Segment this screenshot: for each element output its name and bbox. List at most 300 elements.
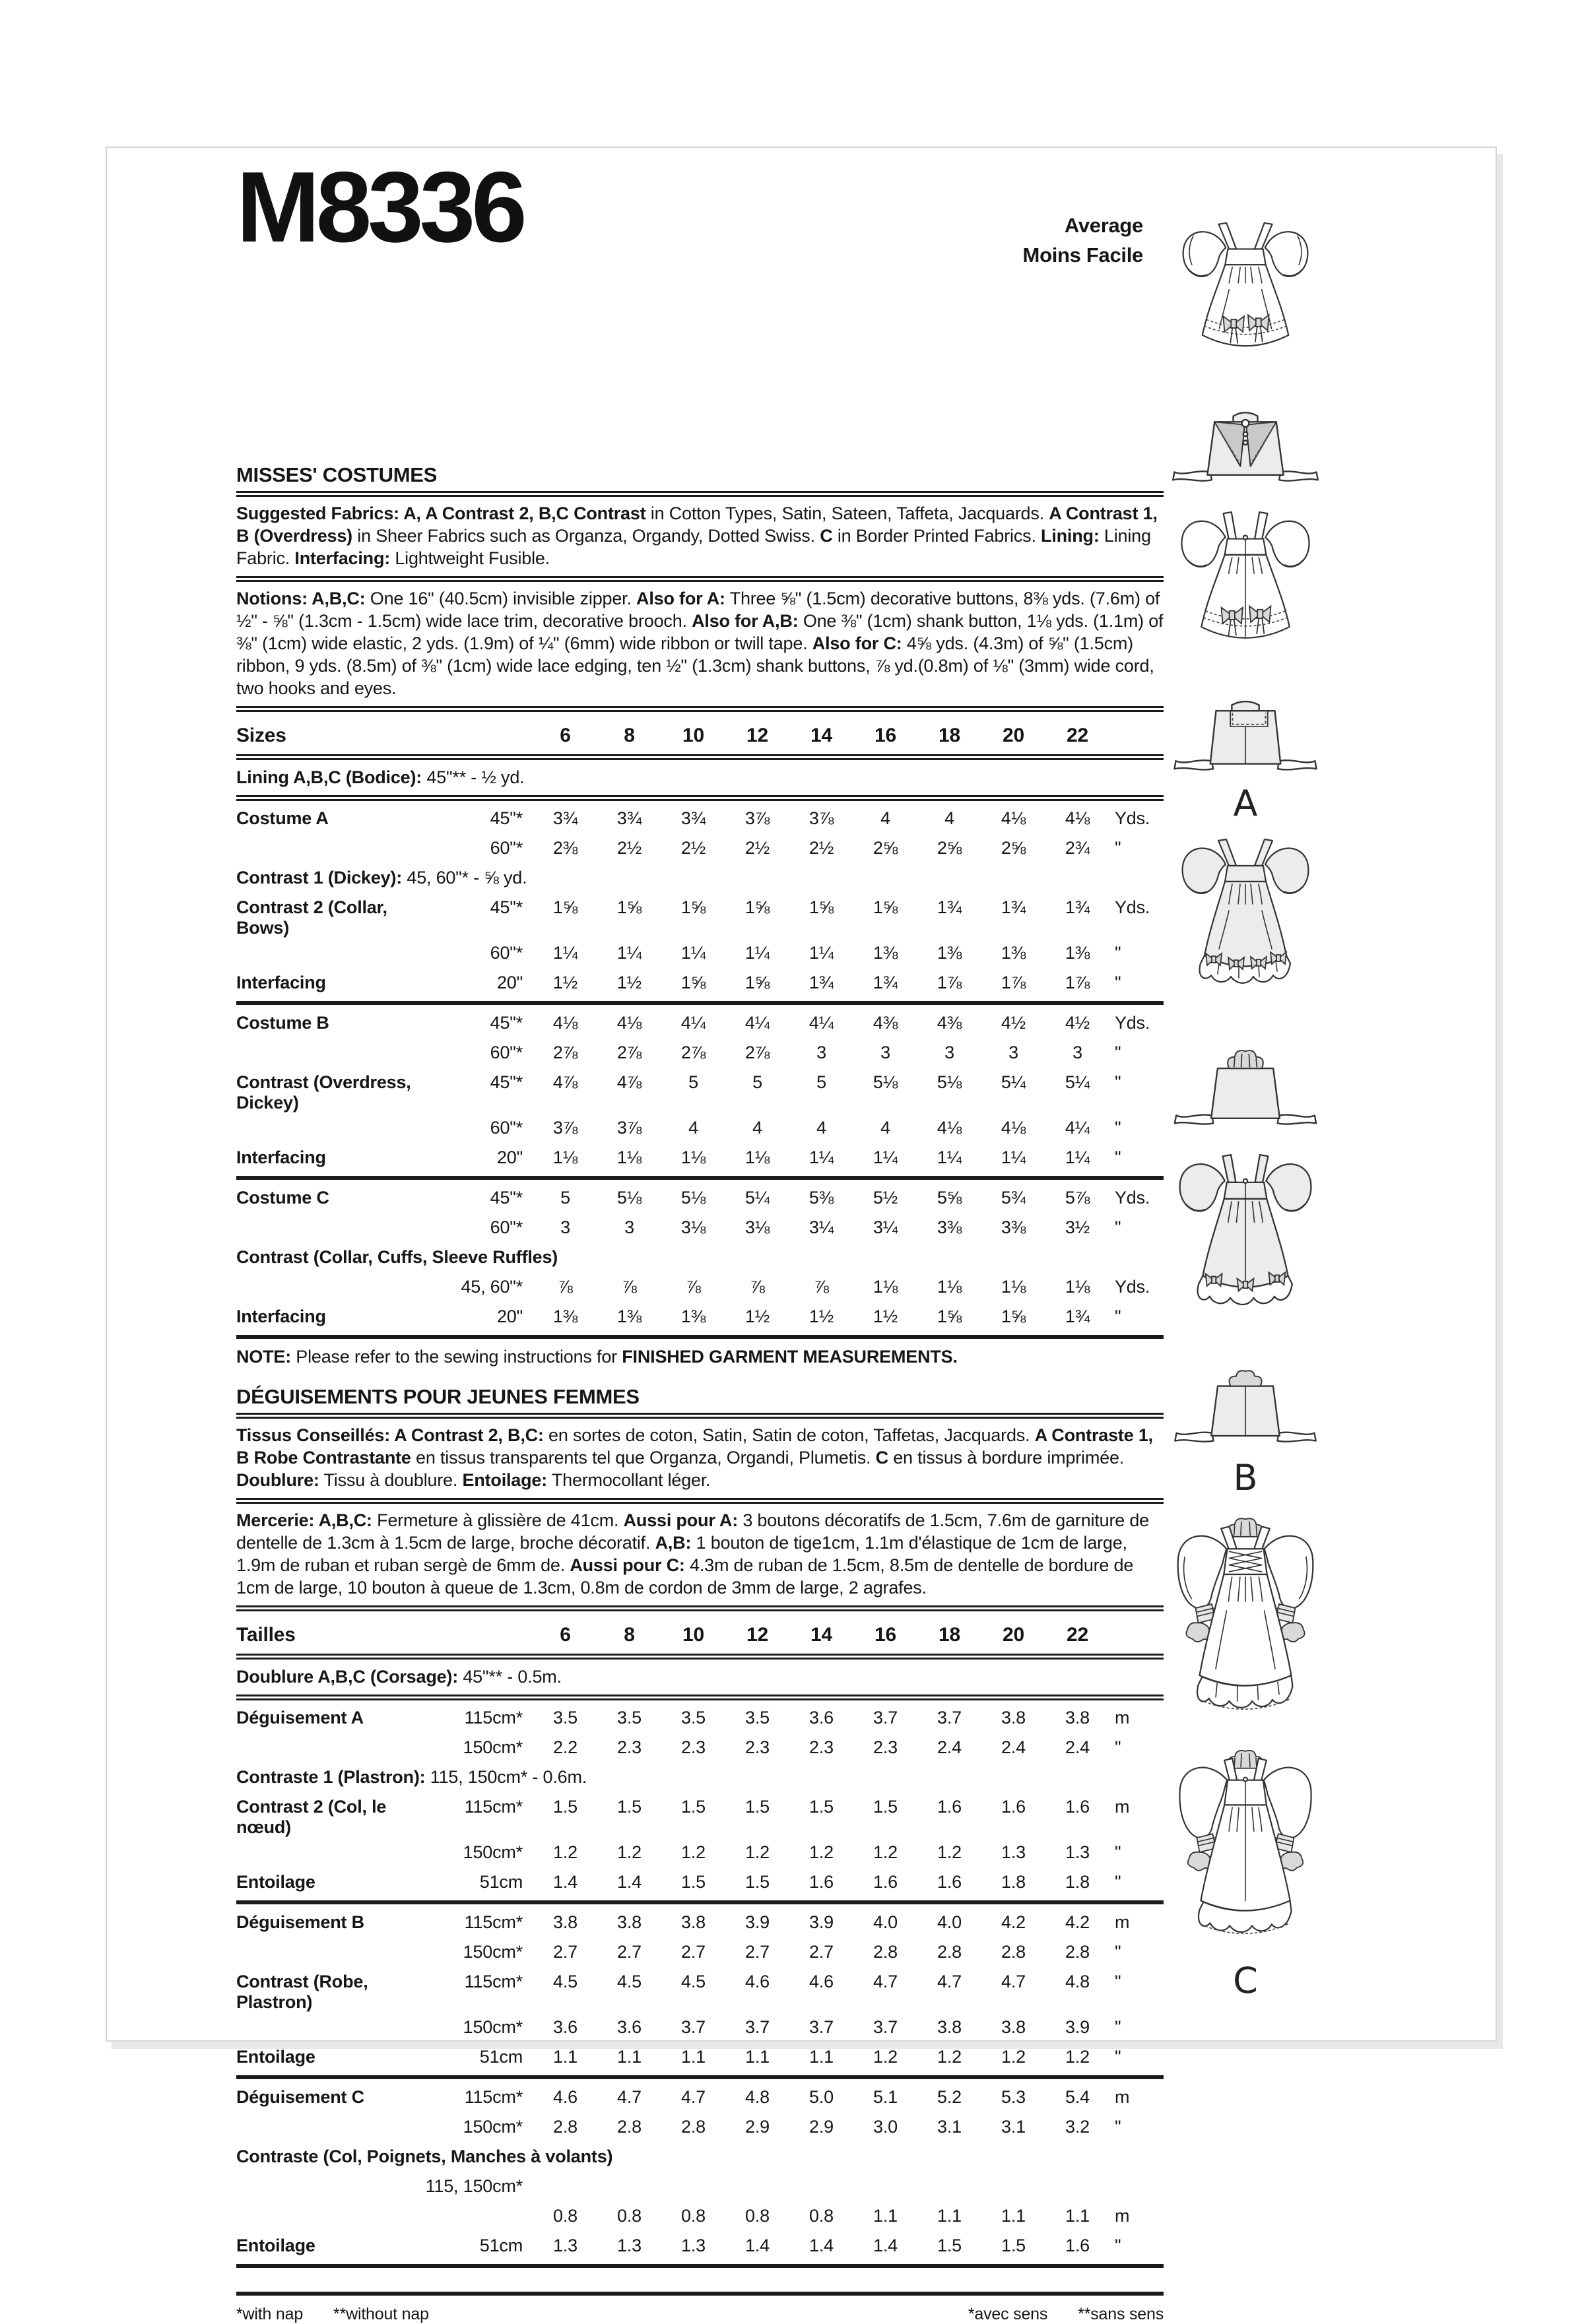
- table-cell: 3.0: [873, 2117, 898, 2137]
- view-c-label: C: [1233, 1960, 1258, 2001]
- table-cell: 1¾: [937, 897, 962, 917]
- table-cell: 150cm*: [463, 2017, 523, 2037]
- table-cell: 1⅝: [808, 897, 834, 917]
- table-cell: 1.5: [745, 1872, 770, 1892]
- table-row: [236, 1838, 1164, 1867]
- table-cell: Yds.: [1115, 1013, 1150, 1033]
- table-cell: 1¼: [744, 943, 770, 963]
- table-cell: ": [1115, 2047, 1121, 2067]
- suggested-fabrics-paragraph: Suggested Fabrics: A, A Contrast 2, B,C Contrast in Cotton Types, Satin, Sateen, Taffeta, Jacquards. A Contrast 1, B (Overdress) in Sheer Fabrics such as Organza, Organdy, Dotted Swiss. C in Border Printed Fabrics. Lining: Lining Fabric. Interfacing: Lightweight Fusible.: [236, 503, 1158, 568]
- table-cell: 1¼: [873, 1147, 898, 1167]
- table-rule: [236, 795, 1164, 801]
- table-cell: 45"*: [490, 1072, 523, 1092]
- table-cell: m: [1115, 1708, 1130, 1727]
- table-cell: 1.1: [1001, 2206, 1026, 2226]
- table-cell: ": [1115, 1872, 1121, 1892]
- table-cell: 1.4: [809, 2236, 834, 2255]
- table-cell: 1.1: [745, 2047, 770, 2067]
- table-cell: 2.3: [809, 1737, 834, 1757]
- table-cell: 4: [880, 1118, 890, 1138]
- table-cell: [236, 1749, 434, 1753]
- table-cell: 1.5: [553, 1797, 578, 1817]
- table-rule: [236, 1900, 1164, 1904]
- table-cell: 2.7: [745, 1942, 770, 1962]
- table-cell: 3.7: [873, 1708, 898, 1727]
- table-cell: 1⅝: [1001, 1307, 1026, 1326]
- pattern-number: M8336: [236, 151, 523, 263]
- table-cell: 1⅜: [552, 1307, 578, 1326]
- table-cell: 115cm*: [464, 1912, 523, 1932]
- table-cell: 1½: [808, 1307, 834, 1326]
- table-cell: ": [1115, 1217, 1121, 1237]
- difficulty-french: Moins Facile: [1022, 243, 1143, 267]
- table-rule: [236, 1605, 1164, 1611]
- table-cell: 3¼: [873, 1217, 898, 1237]
- table-cell: 60"*: [490, 1043, 523, 1062]
- section-divider: [236, 491, 1164, 497]
- table-cell: 115cm*: [464, 1708, 523, 1727]
- table-cell: 2.7: [809, 1942, 834, 1962]
- table-cell: 2½: [616, 838, 642, 858]
- table-cell: 2.7: [553, 1942, 578, 1962]
- table-row: [236, 938, 1164, 968]
- table-cell: Contrast (Robe, Plastron): [236, 1972, 368, 2012]
- table-cell: 2⅝: [1001, 838, 1026, 858]
- table-cell: 2.8: [873, 1942, 898, 1962]
- table-cell: [434, 2217, 533, 2222]
- yardage-table-metric: [236, 1605, 1164, 2296]
- table-cell: 3½: [1065, 1217, 1090, 1237]
- table-cell: 4.7: [617, 2087, 642, 2107]
- table-rule: [236, 2264, 1164, 2268]
- view-b-label: B: [1233, 1457, 1258, 1499]
- table-cell: 2.9: [809, 2117, 834, 2137]
- table-cell: 4.7: [873, 1972, 898, 1991]
- table-row: [236, 1733, 1164, 1762]
- table-cell: 3¼: [808, 1217, 834, 1237]
- table-row: [236, 804, 1164, 833]
- table-row: [236, 1867, 1164, 1897]
- table-cell: 3.8: [681, 1912, 706, 1932]
- table-row: [236, 2042, 1164, 2072]
- table-row: [236, 1143, 1164, 1173]
- table-rule: [236, 1695, 1164, 1700]
- table-cell: 4⅛: [1001, 1118, 1026, 1138]
- table-cell: 3⅞: [744, 808, 770, 828]
- table-cell: 3.7: [745, 2017, 770, 2037]
- table-cell: Costume C: [236, 1188, 329, 1208]
- table-cell: [236, 954, 434, 959]
- table-cell: 4.5: [553, 1972, 578, 1991]
- table-cell: 1⅜: [680, 1307, 706, 1326]
- table-cell: 45, 60"*: [461, 1277, 523, 1297]
- costume-c-back-illustration: [1163, 1745, 1328, 1954]
- table-cell: 4.5: [617, 1972, 642, 1991]
- table-cell: 1.6: [1065, 1797, 1090, 1817]
- table-cell: 2.9: [745, 2117, 770, 2137]
- footnote-french: *avec sens **sans sens: [968, 2305, 1164, 2323]
- difficulty-rating: [866, 211, 1143, 271]
- table-cell: 14: [810, 1623, 832, 1646]
- dickey-b-back-illustration: [1163, 1362, 1328, 1454]
- table-cell: ": [1115, 1942, 1121, 1962]
- table-cell: 1.5: [681, 1797, 706, 1817]
- table-cell: 2.7: [681, 1942, 706, 1962]
- table-cell: ": [1115, 1043, 1121, 1062]
- table-cell: m: [1115, 2206, 1130, 2226]
- table-cell: 4¼: [1065, 1118, 1090, 1138]
- text-column: [236, 309, 1164, 2324]
- table-cell: 1.5: [681, 1872, 706, 1892]
- table-cell: 2½: [744, 838, 770, 858]
- table-row: [236, 2013, 1164, 2042]
- table-cell: 1.2: [681, 1842, 706, 1862]
- table-cell: 1⅝: [552, 897, 578, 917]
- table-cell: 3.7: [937, 1708, 962, 1727]
- table-cell: Costume A: [236, 808, 329, 828]
- dickey-b-front-illustration: [1163, 1041, 1328, 1138]
- table-cell: 60"*: [490, 1217, 523, 1237]
- table-cell: 4¼: [744, 1013, 770, 1033]
- table-cell: 2.8: [1065, 1942, 1090, 1962]
- nap-footnotes: [236, 2305, 1164, 2324]
- table-cell: 4⅜: [937, 1013, 962, 1033]
- table-cell: [236, 1854, 434, 1858]
- tissus-conseilles-paragraph: Tissus Conseillés: A Contrast 2, B,C: en sortes de coton, Satin, Satin de coton, Taffetas, Jacquards. A Contraste 1, B Robe Contrastante en tissus transparents tel que Organza, Organdi, Plumetis. C en tissus à bordure imprimée. Doublure: Tissu à doublure. Entoilage: Thermocollant léger.: [236, 1425, 1153, 1490]
- table-cell: 20: [1003, 1623, 1024, 1646]
- table-cell: 1⅝: [937, 1307, 962, 1326]
- difficulty-english: Average: [1064, 214, 1143, 237]
- table-cell: 5: [752, 1072, 762, 1092]
- table-cell: 4¼: [680, 1013, 706, 1033]
- table-span-cell: Contraste 1 (Plastron): 115, 150cm* - 0.6m.: [236, 1767, 587, 1787]
- table-cell: 3.9: [809, 1912, 834, 1932]
- table-cell: 1.1: [681, 2047, 706, 2067]
- table-cell: ": [1115, 1972, 1121, 1991]
- table-cell: 1.1: [1065, 2206, 1090, 2226]
- table-cell: ": [1115, 973, 1121, 992]
- table-cell: 1.6: [1065, 2236, 1090, 2255]
- table-cell: Yds.: [1115, 1277, 1150, 1297]
- table-cell: 2.8: [1001, 1942, 1026, 1962]
- table-cell: 1.2: [937, 2047, 962, 2067]
- table-cell: 4.8: [1065, 1972, 1090, 1991]
- table-cell: [434, 1630, 533, 1635]
- table-cell: 4.7: [937, 1972, 962, 1991]
- table-cell: 4.2: [1001, 1912, 1026, 1932]
- table-cell: 1.1: [617, 2047, 642, 2067]
- table-row: [236, 1908, 1164, 1937]
- table-cell: 4⅞: [616, 1072, 642, 1092]
- table-cell: 2.4: [937, 1737, 962, 1757]
- table-cell: 3: [944, 1043, 954, 1062]
- table-cell: 3: [880, 1043, 890, 1062]
- table-cell: 5⅛: [616, 1188, 642, 1208]
- table-row: [236, 863, 1164, 893]
- table-cell: 3.7: [681, 2017, 706, 2037]
- table-row: [236, 1213, 1164, 1243]
- table-cell: 5⅞: [1065, 1188, 1090, 1208]
- table-cell: Entoilage: [236, 1872, 315, 1892]
- table-cell: 1.5: [617, 1797, 642, 1817]
- table-cell: 2.8: [617, 2117, 642, 2137]
- table-cell: [1109, 731, 1164, 736]
- table-cell: 2⅞: [616, 1043, 642, 1062]
- table-row: [236, 833, 1164, 863]
- table-cell: 2⅝: [937, 838, 962, 858]
- envelope-page: [106, 146, 1497, 2323]
- table-cell: 1.6: [873, 1872, 898, 1892]
- table-cell: 5¼: [744, 1188, 770, 1208]
- table-cell: 1⅛: [616, 1147, 642, 1167]
- table-cell: 150cm*: [463, 1942, 523, 1962]
- table-row: [236, 2172, 1164, 2201]
- table-cell: 3.7: [873, 2017, 898, 2037]
- table-cell: 3.8: [553, 1912, 578, 1932]
- table-cell: 3¾: [680, 808, 706, 828]
- table-rule: [236, 2292, 1164, 2296]
- table-cell: 1.4: [617, 1872, 642, 1892]
- table-cell: [236, 1953, 434, 1958]
- table-cell: ": [1115, 1072, 1121, 1092]
- table-cell: [236, 2128, 434, 2133]
- table-row: [236, 1183, 1164, 1213]
- table-cell: 5.1: [873, 2087, 898, 2107]
- table-rule: [236, 1335, 1164, 1339]
- table-cell: 2⅜: [552, 838, 578, 858]
- costume-b-back-illustration: [1163, 1147, 1328, 1355]
- table-cell: 1¼: [680, 943, 706, 963]
- table-row: [236, 1038, 1164, 1068]
- table-cell: 22: [1067, 724, 1088, 746]
- table-cell: 1⅛: [552, 1147, 578, 1167]
- table-cell: 3⅛: [680, 1217, 706, 1237]
- table-cell: ": [1115, 1737, 1121, 1757]
- yardage-table-imperial: [236, 706, 1164, 1339]
- table-cell: 1.1: [809, 2047, 834, 2067]
- table-cell: 2.3: [745, 1737, 770, 1757]
- table-cell: ": [1115, 2117, 1121, 2137]
- table-cell: 3.8: [1065, 1708, 1090, 1727]
- footnote-english: *with nap **without nap: [236, 2305, 429, 2323]
- table-cell: 1½: [744, 1307, 770, 1326]
- table-cell: 5⅝: [937, 1188, 962, 1208]
- table-cell: 5: [816, 1072, 826, 1092]
- table-row: [236, 2201, 1164, 2231]
- table-cell: 1.5: [873, 1797, 898, 1817]
- table-cell: 2.3: [873, 1737, 898, 1757]
- table-cell: Contrast 2 (Col, le nœud): [236, 1797, 387, 1837]
- table-cell: 1.6: [937, 1872, 962, 1892]
- table-cell: 4½: [1001, 1013, 1026, 1033]
- table-cell: 2⅞: [552, 1043, 578, 1062]
- table-cell: 1.5: [745, 1797, 770, 1817]
- table-cell: Interfacing: [236, 1307, 326, 1326]
- table-cell: 1⅛: [680, 1147, 706, 1167]
- table-cell: 1⅛: [873, 1277, 898, 1297]
- table-cell: 3.8: [1001, 2017, 1026, 2037]
- table-cell: 4.7: [681, 2087, 706, 2107]
- table-row: [236, 2082, 1164, 2112]
- table-cell: ⅞: [750, 1277, 765, 1297]
- table-cell: [236, 1288, 434, 1293]
- table-cell: 51cm: [479, 2047, 523, 2067]
- table-cell: 1.2: [873, 2047, 898, 2067]
- table-cell: 16: [874, 724, 896, 746]
- table-cell: [236, 2217, 434, 2222]
- table-cell: 18: [939, 1623, 960, 1646]
- table-cell: 115cm*: [464, 1972, 523, 1991]
- table-cell: 1.5: [937, 2236, 962, 2255]
- table-cell: m: [1115, 1912, 1130, 1932]
- table-cell: 2⅞: [744, 1043, 770, 1062]
- table-cell: 0.8: [553, 2206, 578, 2226]
- table-cell: 1.2: [809, 1842, 834, 1862]
- table-cell: 1⅞: [937, 973, 962, 992]
- table-cell: 1.6: [809, 1872, 834, 1892]
- table-cell: ": [1115, 1147, 1121, 1167]
- table-cell: 22: [1067, 1623, 1088, 1646]
- table-rule: [236, 1176, 1164, 1180]
- table-cell: 5¼: [1065, 1072, 1090, 1092]
- table-row: [236, 1008, 1164, 1038]
- table-cell: 2.8: [681, 2117, 706, 2137]
- table-cell: 1.6: [937, 1797, 962, 1817]
- table-cell: ": [1115, 838, 1121, 858]
- table-cell: Yds.: [1115, 808, 1150, 828]
- table-cell: ": [1115, 943, 1121, 963]
- table-cell: 1⅝: [873, 897, 898, 917]
- table-cell: Contrast 2 (Collar, Bows): [236, 897, 387, 938]
- table-row: [236, 1967, 1164, 2013]
- table-cell: 12: [746, 1623, 768, 1646]
- table-cell: [236, 1054, 434, 1058]
- table-cell: [236, 2028, 434, 2033]
- table-rule: [236, 1001, 1164, 1005]
- table-row: [236, 968, 1164, 998]
- table-cell: 1.1: [873, 2206, 898, 2226]
- table-cell: 1¼: [1065, 1147, 1090, 1167]
- table-cell: 4½: [1065, 1013, 1090, 1033]
- table-cell: 4.0: [873, 1912, 898, 1932]
- table-cell: 1.2: [553, 1842, 578, 1862]
- table-cell: 0.8: [681, 2206, 706, 2226]
- table-row: [236, 2231, 1164, 2261]
- table-cell: 3⅜: [937, 1217, 962, 1237]
- table-cell: 45"*: [490, 808, 523, 828]
- table-cell: 4: [816, 1118, 826, 1138]
- table-cell: Déguisement C: [236, 2087, 364, 2107]
- table-cell: 4⅞: [552, 1072, 578, 1092]
- table-cell: ⅞: [558, 1277, 573, 1297]
- table-cell: 5¼: [1001, 1072, 1026, 1092]
- table-cell: Déguisement A: [236, 1708, 364, 1727]
- table-cell: 3.9: [1065, 2017, 1090, 2037]
- table-cell: 5: [560, 1188, 570, 1208]
- table-cell: 1¼: [937, 1147, 962, 1167]
- table-cell: 1.5: [809, 1797, 834, 1817]
- notions-paragraph: Notions: A,B,C: One 16" (40.5cm) invisible zipper. Also for A: Three ⅝" (1.5cm) decorative buttons, 8⅜ yds. (7.6m) of ½" - ⅝" (1.3cm - 1.5cm) wide lace trim, decorative brooch. Also for A,B: One ⅜" (1cm) shank button, 1⅛ yds. (1.1m) of ⅜" (1cm) wide elastic, 2 yds. (1.9m) of ¼" (6mm) wide ribbon or twill tape. Also for C: 4⅝ yds. (4.3m) of ⅝" (1.5cm) ribbon, 9 yds. (8.5m) of ⅜" (1cm) wide lace edging, ten ½" (1.3cm) shank buttons, ⅞ yd.(0.8m) of ⅛" (3mm) wide cord, two hooks and eyes.: [236, 589, 1164, 698]
- table-cell: 60"*: [490, 838, 523, 858]
- table-cell: 4⅛: [1001, 808, 1026, 828]
- section-divider: [236, 1413, 1164, 1419]
- table-span-cell: 115, 150cm*: [425, 2176, 523, 2196]
- table-cell: 8: [624, 724, 635, 746]
- table-cell: 150cm*: [463, 1737, 523, 1757]
- table-cell: 2.3: [617, 1737, 642, 1757]
- table-row: [236, 1703, 1164, 1733]
- table-cell: 0.8: [745, 2206, 770, 2226]
- table-cell: 5¾: [1001, 1188, 1026, 1208]
- table-cell: 5⅜: [808, 1188, 834, 1208]
- table-cell: 2½: [808, 838, 834, 858]
- table-cell: Déguisement B: [236, 1912, 364, 1932]
- table-cell: 20: [1003, 724, 1024, 746]
- table-cell: Entoilage: [236, 2236, 315, 2255]
- table-cell: [1109, 1630, 1164, 1635]
- table-cell: 45"*: [490, 897, 523, 917]
- table-row: [236, 1762, 1164, 1792]
- table-cell: [434, 731, 533, 736]
- costume-a-front-illustration: [1163, 216, 1328, 389]
- table-cell: 2.7: [617, 1942, 642, 1962]
- table-cell: 3¾: [552, 808, 578, 828]
- table-cell: 3.9: [745, 1912, 770, 1932]
- table-row: [236, 715, 1164, 752]
- table-cell: 5: [688, 1072, 698, 1092]
- dickey-a-back-illustration: [1163, 693, 1328, 784]
- table-cell: 4: [752, 1118, 762, 1138]
- table-cell: 3.1: [937, 2117, 962, 2137]
- mercerie-paragraph: Mercerie: A,B,C: Fermeture à glissière de 41cm. Aussi pour A: 3 boutons décoratifs de 1.5cm, 7.6m de garniture de dentelle de 1.3cm à 1.5cm de large, broche décoratif. A,B: 1 bouton de tige1cm, 1.1m d'élastique de 1cm de large, 1.9m de ruban et ruban sergè de 6mm de. Aussi pour C: 4.3m de ruban de 1.5cm, 8.5m de dentelle de bordure de 1cm de large, 10 bouton à queue de 1.3cm, 0.8m de cordon de 3mm de large, 2 agrafes.: [236, 1510, 1149, 1598]
- table-cell: 2.8: [937, 1942, 962, 1962]
- table-cell: 3: [560, 1217, 570, 1237]
- table-cell: 5⅛: [680, 1188, 706, 1208]
- table-cell: Sizes: [236, 724, 286, 746]
- section-divider: [236, 576, 1164, 582]
- table-cell: 3.5: [553, 1708, 578, 1727]
- table-cell: 1.8: [1001, 1872, 1026, 1892]
- table-cell: Interfacing: [236, 1147, 326, 1167]
- table-span-cell: Doublure A,B,C (Corsage): 45"** - 0.5m.: [236, 1667, 562, 1687]
- table-cell: 2.2: [553, 1737, 578, 1757]
- table-cell: 1.2: [873, 1842, 898, 1862]
- table-row: [236, 763, 1164, 792]
- table-cell: 115cm*: [464, 2087, 523, 2107]
- table-cell: 1⅜: [873, 943, 898, 963]
- table-cell: 1⅝: [616, 897, 642, 917]
- table-cell: 2⅞: [680, 1043, 706, 1062]
- table-cell: 3.5: [681, 1708, 706, 1727]
- table-cell: 3: [624, 1217, 634, 1237]
- table-span-cell: Contrast (Collar, Cuffs, Sleeve Ruffles): [236, 1247, 558, 1267]
- table-cell: 1⅛: [937, 1277, 962, 1297]
- table-cell: 4⅛: [937, 1118, 962, 1138]
- table-cell: 1½: [873, 1307, 898, 1326]
- table-cell: [236, 1229, 434, 1233]
- table-cell: 3⅞: [616, 1118, 642, 1138]
- table-cell: 5⅛: [937, 1072, 962, 1092]
- table-cell: [236, 1129, 434, 1134]
- table-cell: 1.1: [937, 2206, 962, 2226]
- table-cell: 4⅛: [552, 1013, 578, 1033]
- table-cell: 3.2: [1065, 2117, 1090, 2137]
- table-cell: 1⅜: [937, 943, 962, 963]
- table-cell: 5⅛: [873, 1072, 898, 1092]
- table-cell: 1⅝: [744, 973, 770, 992]
- table-cell: Yds.: [1115, 1188, 1150, 1208]
- table-cell: 4: [880, 808, 890, 828]
